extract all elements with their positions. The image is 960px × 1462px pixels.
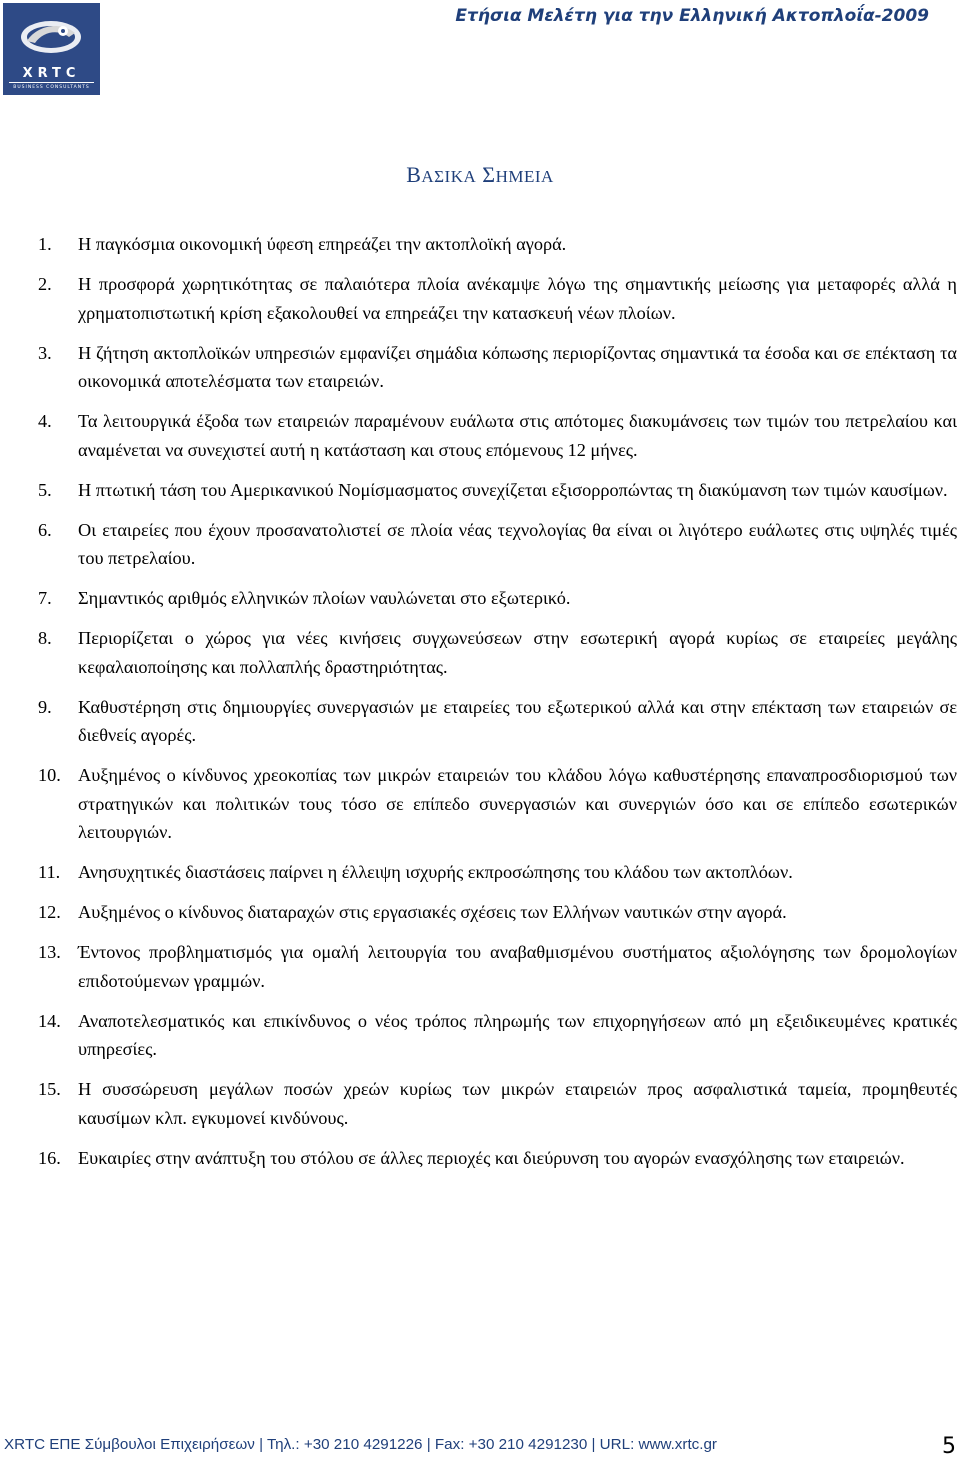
point-text: Ανησυχητικές διαστάσεις παίρνει η έλλειψη ισχυρής εκπροσώπησης του κλάδου των ακτοπλόων. [78, 862, 793, 882]
key-point [38, 230, 957, 259]
key-point [38, 270, 957, 327]
point-text: Τα λειτουργικά έξοδα των εταιρειών παραμένουν ευάλωτα στις απότομες διακυμάνσεις των τιμών του πετρελαίου και αναμένεται να συνεχιστεί αυτή η κατάσταση και στους επόμενους 12 μήνες. [78, 411, 957, 460]
point-number: 6. [38, 519, 52, 540]
point-text: Η ζήτηση ακτοπλοϊκών υπηρεσιών εμφανίζει σημάδια κόπωσης περιορίζοντας σημαντικά τα έσοδα και σε επέκταση τα οικονομικά αποτελέσματα των εταιρειών. [78, 342, 957, 391]
key-point [38, 938, 957, 995]
key-point [38, 624, 957, 681]
key-point [38, 1075, 957, 1132]
point-number: 5. [38, 479, 52, 500]
point-number: 16. [38, 1147, 61, 1168]
key-point [38, 516, 957, 573]
logo-text: XRTC [22, 66, 81, 81]
key-point [38, 339, 957, 396]
key-point [38, 1007, 957, 1064]
point-text: Αναποτελεσματικός και επικίνδυνος ο νέος τρόπος πληρωμής των επιχορηγήσεων από μη εξειδικευμένες κρατικές υπηρεσίες. [78, 1010, 957, 1059]
key-point [38, 407, 957, 464]
page-footer: XRTC ΕΠΕ Σύμβουλοι Επιχειρήσεων | Τηλ.: +30 210 4291226 | Fax: +30 210 4291230 | URL: www.xrtc.gr [4, 1436, 717, 1453]
point-text: Καθυστέρηση στις δημιουργίες συνεργασιών με εταιρείες του εξωτερικού αλλά και στην επέκταση των εταιρειών σε διεθνείς αγορές. [78, 696, 957, 745]
key-point [38, 476, 957, 505]
key-point [38, 693, 957, 750]
key-point [38, 584, 957, 613]
key-point [38, 898, 957, 927]
point-number: 8. [38, 628, 52, 648]
point-text: Σημαντικός αριθμός ελληνικών πλοίων ναυλώνεται στο εξωτερικό. [78, 588, 571, 608]
point-text: Ευκαιρίες στην ανάπτυξη του στόλου σε άλλες περιοχές και διεύρυνση του αγορών ενασχόλησης των εταιρειών. [78, 1147, 905, 1168]
key-point [38, 761, 957, 847]
page-number: 5 [942, 1434, 956, 1459]
point-number: 7. [38, 588, 52, 608]
point-text: Αυξημένος ο κίνδυνος χρεοκοπίας των μικρών εταιρειών του κλάδου λόγω καθυστέρησης επαναπροσδιορισμού των στρατηγικών και πολιτικών τους τόσο σε επίπεδο συνεργασιών και συνεργιών όσο και σε επίπεδο εσωτερικών λειτουργιών. [78, 765, 957, 842]
section-title-rest-1: ΑΣΙΚΑ [421, 167, 477, 186]
point-text: Οι εταιρείες που έχουν προσανατολιστεί σε πλοία νέας τεχνολογίας θα είναι οι λιγότερο ευάλωτες στις υψηλές τιμές του πετρελαίου. [78, 519, 957, 568]
point-text: Η παγκόσμια οικονομική ύφεση επηρεάζει την ακτοπλοϊκή αγορά. [78, 234, 567, 254]
company-logo [3, 3, 100, 95]
key-point [38, 858, 957, 887]
header-title: Ετήσια Μελέτη για την Ελληνική Ακτοπλοΐα-2009 [455, 6, 929, 26]
point-text: Η συσσώρευση μεγάλων ποσών χρεών κυρίως των μικρών εταιρειών προς ασφαλιστικά ταμεία, προμηθευτές καυσίμων κλπ. εγκυμονεί κινδύνους. [78, 1079, 957, 1128]
point-number: 13. [38, 942, 61, 962]
logo-subtext: BUSINESS CONSULTANTS [13, 85, 90, 90]
key-points-list [38, 230, 957, 1184]
logo-divider [9, 82, 94, 83]
point-number: 12. [38, 902, 61, 922]
point-number: 15. [38, 1079, 61, 1099]
section-title [0, 160, 960, 192]
point-number: 2. [38, 274, 52, 294]
point-text: Έντονος προβληματισμός για ομαλή λειτουργία του αναβαθμισμένου συστήματος αξιολόγησης των δρομολογίων επιδοτούμενων γραμμών. [78, 942, 957, 991]
section-title-initial-1: Β [406, 162, 422, 187]
point-number: 4. [38, 411, 52, 431]
section-title-initial-2: Σ [482, 162, 496, 187]
point-number: 11. [38, 862, 61, 882]
point-text: Η πτωτική τάση του Αμερικανικού Νομίσμασματος συνεχίζεται εξισορροπώντας τη διακύμανση των τιμών καυσίμων. [78, 479, 948, 500]
key-point [38, 1144, 957, 1173]
point-text: Περιορίζεται ο χώρος για νέες κινήσεις συγχωνεύσεων στην εσωτερική αγορά κυρίως σε εταιρείες μεγάλης κεφαλαιοποίησης και πολλαπλής δραστηριότητας. [78, 628, 957, 677]
point-number: 1. [38, 234, 52, 254]
logo-emblem-icon [3, 3, 100, 67]
point-number: 3. [38, 342, 52, 363]
point-number: 10. [38, 765, 61, 785]
point-number: 14. [38, 1010, 61, 1031]
point-text: Η προσφορά χωρητικότητας σε παλαιότερα πλοία ανέκαμψε λόγω της σημαντικής μείωσης για μεταφορές αλλά η χρηματοπιστωτική κρίση εξακολουθεί να επηρεάζει την κατασκευή νέων πλοίων. [78, 274, 957, 323]
point-number: 9. [38, 696, 52, 717]
point-text: Αυξημένος ο κίνδυνος διαταραχών στις εργασιακές σχέσεις των Ελλήνων ναυτικών στην αγορά. [78, 902, 787, 922]
section-title-rest-2: ΗΜΕΙΑ [495, 167, 554, 186]
